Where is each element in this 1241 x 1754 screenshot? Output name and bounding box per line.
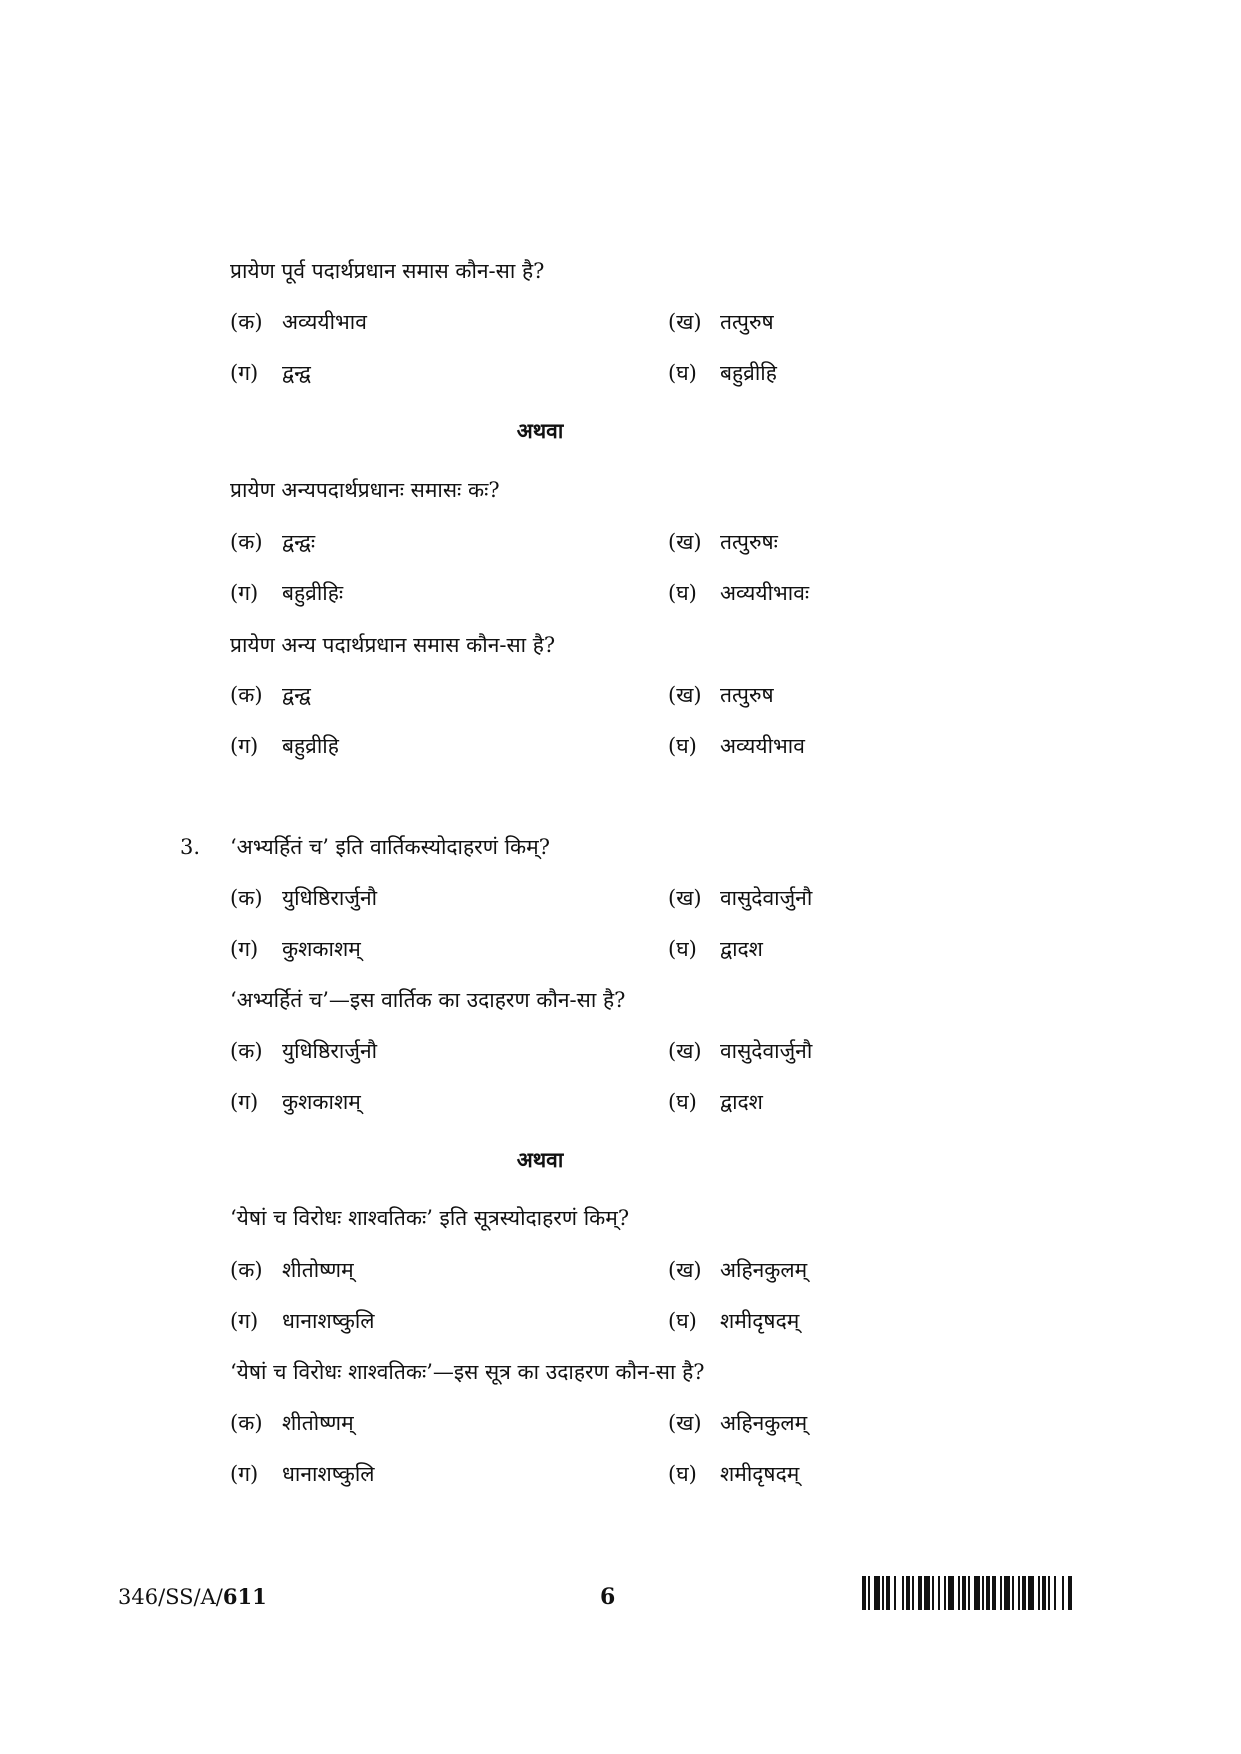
option-text: बहुव्रीहिः [282,581,344,605]
option-label: (ग) [230,1090,259,1114]
option-label: (क) [230,1039,263,1063]
option-d [668,1459,799,1489]
or-heading: अथवा [516,1147,564,1172]
option-label: (क) [230,683,263,707]
option-c [230,934,361,964]
question-text: ‘अभ्यर्हितं च’—इस वार्तिक का उदाहरण कौन-सा है? [230,988,626,1012]
option-text: अव्ययीभाव [282,310,367,334]
option-a [230,307,367,337]
option-label: (ख) [668,1258,702,1282]
or-heading: अथवा [516,418,564,443]
option-d [668,1306,799,1336]
option-label: (घ) [668,361,697,385]
option-c [230,1087,361,1117]
option-text: अव्ययीभाव [720,734,805,758]
option-text: तत्पुरुषः [720,530,778,554]
option-text: वासुदेवार्जुनौ [720,886,813,910]
option-label: (ग) [230,361,259,385]
option-text: शीतोष्णम् [282,1411,354,1435]
option-label: (ख) [668,683,702,707]
option-d [668,358,777,388]
option-label: (घ) [668,1309,697,1333]
option-d [668,1087,763,1117]
option-text: युधिष्ठिरार्जुनौ [282,1039,378,1063]
option-b [668,1255,807,1285]
option-text: शीतोष्णम् [282,1258,354,1282]
option-b [668,527,778,557]
option-label: (ग) [230,581,259,605]
option-label: (घ) [668,1462,697,1486]
option-d [668,934,763,964]
option-text: बहुव्रीहि [720,361,777,385]
option-text: शमीदृषदम् [720,1462,800,1486]
option-text: कुशकाशम् [282,937,361,961]
question-text: प्रायेण अन्यपदार्थप्रधानः समासः कः? [230,478,500,502]
option-a [230,527,315,557]
question-text: ‘येषां च विरोधः शाश्वतिकः’ इति सूत्रस्योदाहरणं किम्? [230,1206,630,1230]
option-a [230,680,311,710]
option-d [668,731,805,761]
option-label: (ख) [668,310,702,334]
option-text: तत्पुरुष [720,683,774,707]
option-label: (ख) [668,1039,702,1063]
option-label: (क) [230,310,263,334]
option-label: (ग) [230,1462,259,1486]
option-text: द्वन्द्वः [282,530,316,554]
option-label: (घ) [668,1090,697,1114]
option-a [230,883,377,913]
option-b [668,307,774,337]
option-b [668,1408,807,1438]
question-text: प्रायेण पूर्व पदार्थप्रधान समास कौन-सा है? [230,259,545,283]
paper-code-prefix: 346/SS/A/ [118,1585,223,1609]
page-number: 6 [600,1584,616,1610]
option-text: शमीदृषदम् [720,1309,800,1333]
option-a [230,1036,377,1066]
option-text: द्वन्द्व [282,683,311,707]
option-a [230,1408,354,1438]
option-b [668,1036,812,1066]
option-label: (घ) [668,734,697,758]
option-label: (घ) [668,581,697,605]
barcode-icon [862,1576,1124,1610]
question-number: 3. [180,835,201,859]
option-b [668,680,774,710]
option-label: (ख) [668,1411,702,1435]
option-label: (क) [230,1411,263,1435]
option-text: द्वादश [720,937,763,961]
option-label: (ग) [230,937,259,961]
option-c [230,578,343,608]
option-text: द्वादश [720,1090,763,1114]
option-c [230,358,311,388]
option-c [230,1306,375,1336]
option-a [230,1255,354,1285]
option-label: (ग) [230,1309,259,1333]
option-text: तत्पुरुष [720,310,774,334]
option-label: (ख) [668,886,702,910]
paper-code [118,1582,267,1612]
option-text: युधिष्ठिरार्जुनौ [282,886,378,910]
option-text: कुशकाशम् [282,1090,361,1114]
question-text: ‘येषां च विरोधः शाश्वतिकः’—इस सूत्र का उदाहरण कौन-सा है? [230,1360,705,1384]
option-label: (क) [230,1258,263,1282]
option-label: (ख) [668,530,702,554]
option-text: वासुदेवार्जुनौ [720,1039,813,1063]
option-text: द्वन्द्व [282,361,311,385]
option-d [668,578,809,608]
option-text: धानाशष्कुलि [282,1462,375,1486]
option-label: (क) [230,530,263,554]
option-c [230,1459,375,1489]
option-text: अव्ययीभावः [720,581,810,605]
option-c [230,731,339,761]
option-text: बहुव्रीहि [282,734,339,758]
option-label: (घ) [668,937,697,961]
question-text: ‘अभ्यर्हितं च’ इति वार्तिकस्योदाहरणं किम्? [230,835,550,859]
option-text: अहिनकुलम् [720,1411,808,1435]
option-label: (क) [230,886,263,910]
question-text: प्रायेण अन्य पदार्थप्रधान समास कौन-सा है? [230,633,556,657]
option-text: धानाशष्कुलि [282,1309,375,1333]
paper-code-suffix: 611 [222,1584,267,1609]
option-text: अहिनकुलम् [720,1258,808,1282]
option-b [668,883,812,913]
option-label: (ग) [230,734,259,758]
